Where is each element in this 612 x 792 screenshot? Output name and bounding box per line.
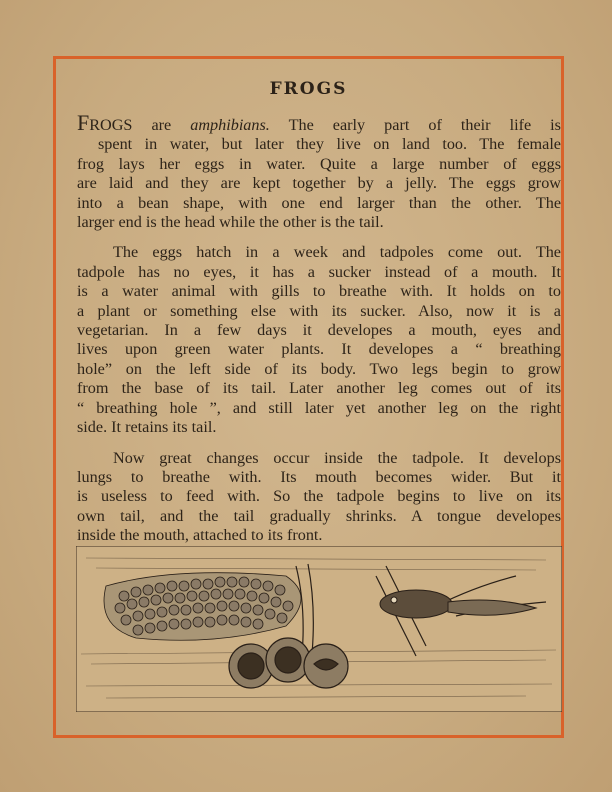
text-line: frog lays her eggs in water. Quite a large number of eggs bbox=[77, 154, 561, 173]
text-line: a plant or something else with its sucker. Also, now it is a bbox=[77, 301, 561, 320]
body-text bbox=[77, 110, 561, 557]
text-line: from the base of its tail. Later another leg comes out of its bbox=[77, 379, 561, 398]
paragraph-3 bbox=[77, 449, 561, 546]
text-line: are laid and they are kept together by a jelly. The eggs grow bbox=[77, 174, 561, 193]
text-line: inside the mouth, attached to its front. bbox=[77, 526, 323, 545]
text-line: spent in water, but later they live on land too. The female bbox=[98, 135, 561, 154]
paragraph-2 bbox=[77, 243, 561, 437]
drop-cap: F bbox=[77, 110, 90, 135]
frog-eggs-tadpole-illustration bbox=[76, 546, 562, 712]
text-line: lives upon green water plants. It developes a “ breathing bbox=[77, 340, 561, 359]
text-line: Now great changes occur inside the tadpole. It develops bbox=[113, 448, 561, 467]
text-line: hole” on the left side of its body. Two legs begin to grow bbox=[77, 359, 561, 378]
egg-mass bbox=[104, 573, 301, 641]
text-run: The early part of their life is bbox=[269, 116, 561, 134]
text-run: ROGS are bbox=[89, 116, 191, 134]
text-line: “ breathing hole ”, and still later yet another leg on the right bbox=[77, 398, 561, 417]
text-line: tadpole has no eyes, it has a sucker instead of a mouth. It bbox=[77, 262, 561, 281]
developing-eggs bbox=[229, 638, 348, 688]
text-line: into a bean shape, with one end larger than the other. The bbox=[77, 193, 561, 212]
page-title: FROGS bbox=[269, 79, 348, 99]
text-line: own tail, and the tail gradually shrinks. A tongue developes bbox=[77, 506, 561, 525]
text-line: side. It retains its tail. bbox=[77, 418, 217, 437]
text-line: vegetarian. In a few days it developes a mouth, eyes and bbox=[77, 321, 561, 340]
paragraph-1 bbox=[77, 110, 561, 232]
text-line: is useless to feed with. So the tadpole begins to live on its bbox=[77, 487, 561, 506]
text-line: The eggs hatch in a week and tadpoles come out. The bbox=[113, 243, 561, 262]
emphasis-amphibians: amphibians. bbox=[190, 116, 270, 134]
paragraph-1-line-1 bbox=[77, 110, 561, 135]
text-line: larger end is the head while the other is the tail. bbox=[77, 213, 384, 232]
text-line: is a water animal with gills to breathe with. It holds on to bbox=[77, 282, 561, 301]
text-line: lungs to breathe with. Its mouth becomes wider. But it bbox=[77, 467, 561, 486]
